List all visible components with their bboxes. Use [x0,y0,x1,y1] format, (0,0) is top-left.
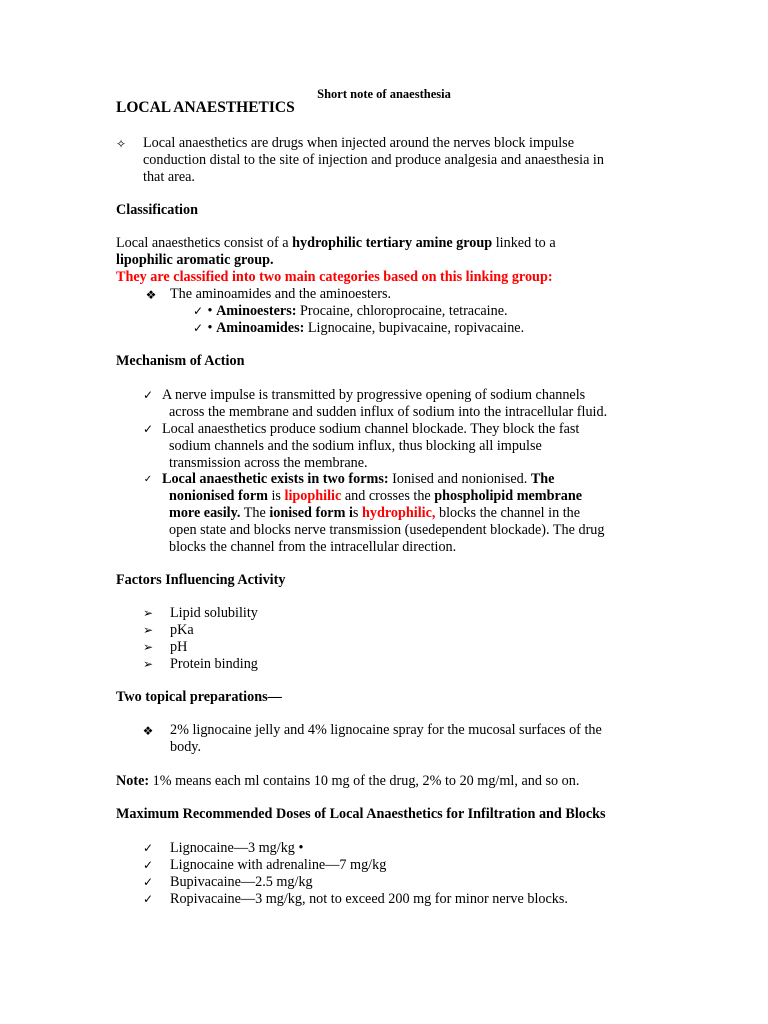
text-run-bold: ionised form i [269,505,353,521]
four-diamond-star-icon: ❖ [142,724,154,738]
mechanism-item-1-line-2: across the membrane and sudden influx of sodium into the intracellular fluid. [169,404,608,420]
diamond-outline-icon: ✧ [115,137,127,151]
note-label: Note: [116,773,150,789]
factor-item: Lipid solubility [170,605,258,621]
factor-item: pH [170,639,188,655]
check-icon: ✓ [142,422,154,436]
bullet-dot: • [207,303,213,319]
classification-heading: Classification [116,202,198,218]
arrowhead-right-icon: ➢ [142,606,154,620]
dose-item: Bupivacaine—2.5 mg/kg [170,874,313,890]
dose-item: Lignocaine with adrenaline—7 mg/kg [170,857,387,873]
mechanism-item-3-line-1 [162,471,554,488]
mechanism-item-2-line-3: transmission across the membrane. [169,455,368,471]
aminoesters-item [192,303,508,320]
text-run-bold: hydrophilic tertiary amine group [292,235,493,251]
check-icon: ✓ [142,388,154,402]
text-run: and crosses the [341,488,435,504]
check-icon: ✓ [143,474,153,485]
arrowhead-right-icon: ➢ [142,640,154,654]
check-icon: ✓ [192,304,204,318]
intro-line-1: Local anaesthetics are drugs when injected around the nerves block impulse [143,135,574,151]
text-run: is [267,488,285,504]
text-run-bold: The [530,471,555,487]
mechanism-item-1-line-1: A nerve impulse is transmitted by progressive opening of sodium channels [162,387,586,403]
intro-line-3: that area. [143,169,195,185]
check-icon: ✓ [142,875,154,889]
factor-item: pKa [170,622,194,638]
arrowhead-right-icon: ➢ [142,623,154,637]
text-run-bold: more easily. [169,505,241,521]
text-run-bold: nonionised form [169,488,268,504]
classification-paragraph [116,235,556,252]
mechanism-item-2-line-1: Local anaesthetics produce sodium channel blockade. They block the fast [162,421,580,437]
mechanism-item-3-line-5: blocks the channel from the intracellular direction. [169,539,457,555]
aminoesters-text: Procaine, chloroprocaine, tetracaine. [296,303,508,319]
text-run: s [352,505,362,521]
note-paragraph [116,773,579,790]
page-title: Short note of anaesthesia [317,87,451,101]
text-run: blocks the channel in the [435,505,581,521]
section-heading-local-anaesthetics: LOCAL ANAESTHETICS [116,99,295,116]
text-run: The [240,505,270,521]
topical-heading: Two topical preparations— [116,689,282,705]
mechanism-heading: Mechanism of Action [116,353,245,369]
text-run-bold: phospholipid membrane [434,488,583,504]
aminoamides-text: Lignocaine, bupivacaine, ropivacaine. [304,320,525,336]
text-run-red: lipophilic [284,488,342,504]
text-run: linked to a [492,235,556,251]
bullet-dot: • [207,320,213,336]
aminoamides-item [192,320,524,337]
intro-line-2: conduction distal to the site of injection and produce analgesia and anaesthesia in [143,152,604,168]
four-diamond-star-icon: ❖ [145,288,157,302]
text-run-red: hydrophilic, [361,505,436,521]
dose-item: Lignocaine—3 mg/kg • [170,840,304,856]
arrowhead-right-icon: ➢ [142,657,154,671]
factor-item: Protein binding [170,656,258,672]
check-icon: ✓ [142,841,154,855]
topical-line-2: body. [170,739,201,755]
mechanism-item-3-line-4: open state and blocks nerve transmission (usedependent blockade). The drug [169,522,605,538]
note-text: 1% means each ml contains 10 mg of the drug, 2% to 20 mg/ml, and so on. [149,773,580,789]
classification-paragraph-cont: lipophilic aromatic group. [116,252,274,268]
mechanism-item-2-line-2: sodium channels and the sodium influx, thus blocking all impulse [169,438,542,454]
aminoamides-label: Aminoamides: [216,320,305,336]
classification-red-note: They are classified into two main categories based on this linking group: [116,269,553,285]
dose-item: Ropivacaine—3 mg/kg, not to exceed 200 mg for minor nerve blocks. [170,891,568,907]
topical-line-1: 2% lignocaine jelly and 4% lignocaine spray for the mucosal surfaces of the [170,722,602,738]
text-run-bold: Local anaesthetic exists in two forms: [162,471,389,487]
check-icon: ✓ [192,321,204,335]
mechanism-item-3-line-2 [169,488,582,505]
check-icon: ✓ [142,892,154,906]
aminoesters-label: Aminoesters: [216,303,297,319]
classification-subitem: The aminoamides and the aminoesters. [170,286,392,302]
text-run: Local anaesthetics consist of a [116,235,293,251]
doses-heading: Maximum Recommended Doses of Local Anaesthetics for Infiltration and Blocks [116,806,606,822]
check-icon: ✓ [142,858,154,872]
mechanism-item-3-line-3 [169,505,580,522]
text-run: Ionised and nonionised. [388,471,531,487]
factors-heading: Factors Influencing Activity [116,572,286,588]
